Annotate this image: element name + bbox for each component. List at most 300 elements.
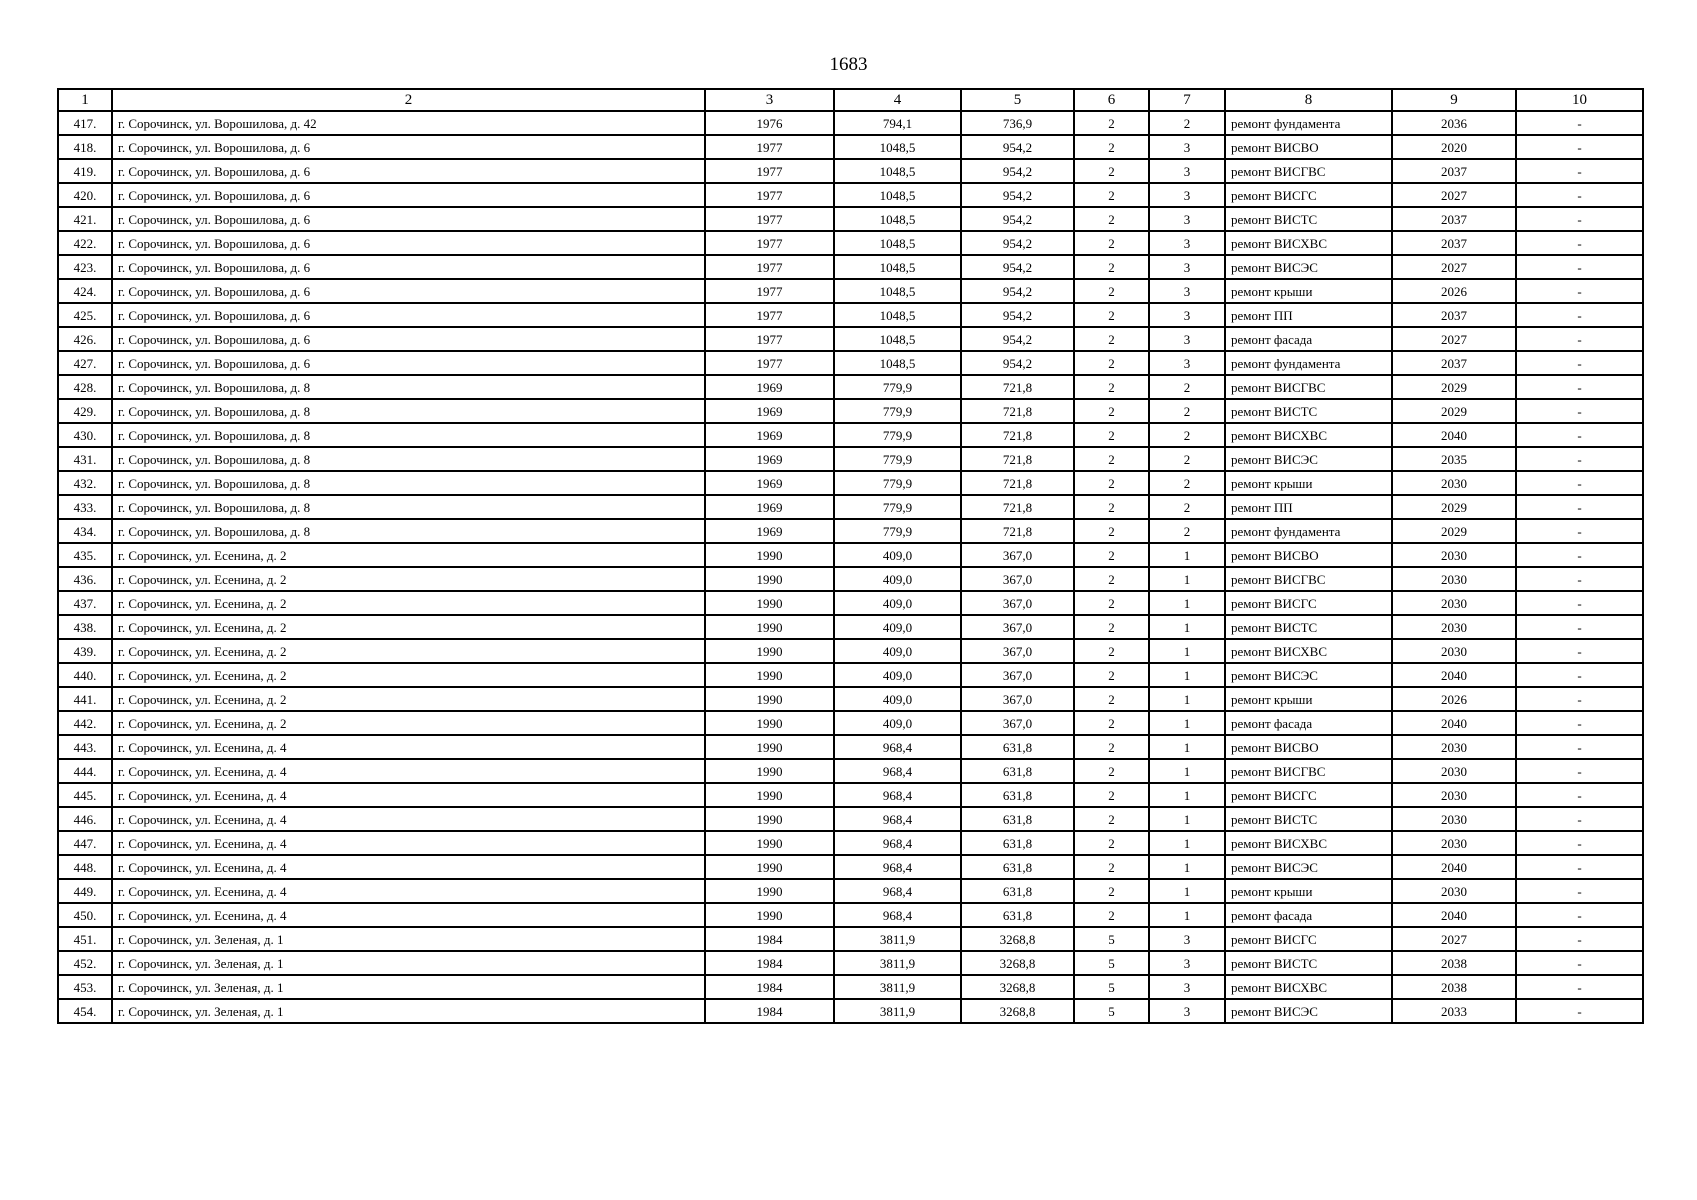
row-number: 446.: [58, 807, 112, 831]
living-area-cell: 631,8: [961, 735, 1074, 759]
column-header: 6: [1074, 89, 1149, 111]
year-cell: 2037: [1392, 159, 1516, 183]
address-cell: г. Сорочинск, ул. Ворошилова, д. 8: [112, 495, 705, 519]
address-cell: г. Сорочинск, ул. Ворошилова, д. 6: [112, 183, 705, 207]
build-year-cell: 1990: [705, 807, 834, 831]
total-area-cell: 1048,5: [834, 135, 961, 159]
year-cell: 2030: [1392, 639, 1516, 663]
note-cell: -: [1516, 279, 1643, 303]
floors-cell: 2: [1074, 543, 1149, 567]
work-type-cell: ремонт ВИСГВС: [1225, 375, 1392, 399]
address-cell: г. Сорочинск, ул. Ворошилова, д. 6: [112, 303, 705, 327]
year-cell: 2030: [1392, 615, 1516, 639]
address-cell: г. Сорочинск, ул. Есенина, д. 2: [112, 639, 705, 663]
work-type-cell: ремонт ВИСГС: [1225, 927, 1392, 951]
address-cell: г. Сорочинск, ул. Есенина, д. 2: [112, 591, 705, 615]
table-row: [58, 615, 1643, 639]
note-cell: -: [1516, 567, 1643, 591]
total-area-cell: 779,9: [834, 399, 961, 423]
floors-cell: 5: [1074, 951, 1149, 975]
total-area-cell: 409,0: [834, 687, 961, 711]
year-cell: 2026: [1392, 687, 1516, 711]
living-area-cell: 954,2: [961, 255, 1074, 279]
total-area-cell: 779,9: [834, 447, 961, 471]
row-number: 445.: [58, 783, 112, 807]
living-area-cell: 367,0: [961, 543, 1074, 567]
table-row: [58, 903, 1643, 927]
column-header: 8: [1225, 89, 1392, 111]
build-year-cell: 1990: [705, 591, 834, 615]
entrances-cell: 2: [1149, 375, 1225, 399]
floors-cell: 2: [1074, 207, 1149, 231]
note-cell: -: [1516, 375, 1643, 399]
year-cell: 2029: [1392, 399, 1516, 423]
total-area-cell: 968,4: [834, 807, 961, 831]
build-year-cell: 1990: [705, 543, 834, 567]
row-number: 448.: [58, 855, 112, 879]
floors-cell: 2: [1074, 903, 1149, 927]
build-year-cell: 1990: [705, 783, 834, 807]
table-body: [58, 111, 1643, 1023]
total-area-cell: 779,9: [834, 519, 961, 543]
row-number: 453.: [58, 975, 112, 999]
row-number: 426.: [58, 327, 112, 351]
table-row: [58, 183, 1643, 207]
floors-cell: 2: [1074, 351, 1149, 375]
year-cell: 2040: [1392, 423, 1516, 447]
living-area-cell: 954,2: [961, 351, 1074, 375]
work-type-cell: ремонт фундамента: [1225, 519, 1392, 543]
floors-cell: 2: [1074, 447, 1149, 471]
column-header: 10: [1516, 89, 1643, 111]
table-row: [58, 351, 1643, 375]
address-cell: г. Сорочинск, ул. Есенина, д. 4: [112, 831, 705, 855]
entrances-cell: 3: [1149, 159, 1225, 183]
work-type-cell: ремонт ВИСТС: [1225, 951, 1392, 975]
floors-cell: 2: [1074, 735, 1149, 759]
build-year-cell: 1990: [705, 615, 834, 639]
note-cell: -: [1516, 639, 1643, 663]
note-cell: -: [1516, 303, 1643, 327]
address-cell: г. Сорочинск, ул. Ворошилова, д. 6: [112, 351, 705, 375]
living-area-cell: 954,2: [961, 231, 1074, 255]
address-cell: г. Сорочинск, ул. Есенина, д. 4: [112, 735, 705, 759]
year-cell: 2038: [1392, 975, 1516, 999]
row-number: 443.: [58, 735, 112, 759]
entrances-cell: 1: [1149, 543, 1225, 567]
year-cell: 2040: [1392, 903, 1516, 927]
floors-cell: 2: [1074, 663, 1149, 687]
note-cell: -: [1516, 543, 1643, 567]
row-number: 435.: [58, 543, 112, 567]
year-cell: 2030: [1392, 591, 1516, 615]
row-number: 450.: [58, 903, 112, 927]
note-cell: -: [1516, 903, 1643, 927]
entrances-cell: 1: [1149, 903, 1225, 927]
entrances-cell: 2: [1149, 471, 1225, 495]
floors-cell: 2: [1074, 783, 1149, 807]
table-row: [58, 303, 1643, 327]
year-cell: 2029: [1392, 519, 1516, 543]
total-area-cell: 1048,5: [834, 159, 961, 183]
table-row: [58, 807, 1643, 831]
row-number: 420.: [58, 183, 112, 207]
build-year-cell: 1977: [705, 303, 834, 327]
entrances-cell: 2: [1149, 447, 1225, 471]
address-cell: г. Сорочинск, ул. Зеленая, д. 1: [112, 975, 705, 999]
work-type-cell: ремонт ВИСЭС: [1225, 663, 1392, 687]
work-type-cell: ремонт ВИСХВС: [1225, 231, 1392, 255]
floors-cell: 2: [1074, 639, 1149, 663]
floors-cell: 2: [1074, 375, 1149, 399]
work-type-cell: ремонт ВИСТС: [1225, 207, 1392, 231]
work-type-cell: ремонт ПП: [1225, 495, 1392, 519]
address-cell: г. Сорочинск, ул. Есенина, д. 4: [112, 855, 705, 879]
living-area-cell: 367,0: [961, 567, 1074, 591]
living-area-cell: 631,8: [961, 783, 1074, 807]
total-area-cell: 3811,9: [834, 927, 961, 951]
work-type-cell: ремонт ВИСТС: [1225, 399, 1392, 423]
entrances-cell: 1: [1149, 855, 1225, 879]
column-header: 1: [58, 89, 112, 111]
address-cell: г. Сорочинск, ул. Есенина, д. 2: [112, 543, 705, 567]
table-row: [58, 735, 1643, 759]
column-header: 2: [112, 89, 705, 111]
entrances-cell: 3: [1149, 303, 1225, 327]
living-area-cell: 3268,8: [961, 927, 1074, 951]
total-area-cell: 3811,9: [834, 999, 961, 1023]
living-area-cell: 3268,8: [961, 975, 1074, 999]
row-number: 424.: [58, 279, 112, 303]
total-area-cell: 779,9: [834, 495, 961, 519]
living-area-cell: 367,0: [961, 663, 1074, 687]
build-year-cell: 1977: [705, 327, 834, 351]
entrances-cell: 3: [1149, 927, 1225, 951]
year-cell: 2030: [1392, 879, 1516, 903]
entrances-cell: 1: [1149, 759, 1225, 783]
table-row: [58, 423, 1643, 447]
living-area-cell: 367,0: [961, 687, 1074, 711]
table-row: [58, 975, 1643, 999]
table-row: [58, 711, 1643, 735]
floors-cell: 2: [1074, 471, 1149, 495]
total-area-cell: 968,4: [834, 735, 961, 759]
row-number: 421.: [58, 207, 112, 231]
living-area-cell: 721,8: [961, 375, 1074, 399]
note-cell: -: [1516, 855, 1643, 879]
page-number: 1683: [829, 54, 868, 75]
year-cell: 2026: [1392, 279, 1516, 303]
address-cell: г. Сорочинск, ул. Ворошилова, д. 6: [112, 159, 705, 183]
note-cell: -: [1516, 615, 1643, 639]
year-cell: 2029: [1392, 375, 1516, 399]
table-row: [58, 591, 1643, 615]
build-year-cell: 1969: [705, 495, 834, 519]
entrances-cell: 3: [1149, 207, 1225, 231]
note-cell: -: [1516, 423, 1643, 447]
year-cell: 2030: [1392, 735, 1516, 759]
entrances-cell: 2: [1149, 495, 1225, 519]
build-year-cell: 1984: [705, 951, 834, 975]
header-row: [58, 89, 1643, 111]
table-row: [58, 327, 1643, 351]
living-area-cell: 954,2: [961, 303, 1074, 327]
total-area-cell: 409,0: [834, 543, 961, 567]
row-number: 438.: [58, 615, 112, 639]
table-row: [58, 639, 1643, 663]
year-cell: 2030: [1392, 471, 1516, 495]
total-area-cell: 968,4: [834, 855, 961, 879]
row-number: 432.: [58, 471, 112, 495]
column-header: 9: [1392, 89, 1516, 111]
note-cell: -: [1516, 327, 1643, 351]
floors-cell: 2: [1074, 255, 1149, 279]
work-type-cell: ремонт фундамента: [1225, 111, 1392, 135]
work-type-cell: ремонт крыши: [1225, 687, 1392, 711]
address-cell: г. Сорочинск, ул. Ворошилова, д. 6: [112, 207, 705, 231]
floors-cell: 5: [1074, 927, 1149, 951]
build-year-cell: 1969: [705, 447, 834, 471]
total-area-cell: 779,9: [834, 471, 961, 495]
floors-cell: 2: [1074, 591, 1149, 615]
table-row: [58, 759, 1643, 783]
living-area-cell: 954,2: [961, 183, 1074, 207]
table-row: [58, 687, 1643, 711]
floors-cell: 2: [1074, 879, 1149, 903]
work-type-cell: ремонт ВИСГС: [1225, 783, 1392, 807]
living-area-cell: 367,0: [961, 639, 1074, 663]
entrances-cell: 2: [1149, 519, 1225, 543]
floors-cell: 2: [1074, 567, 1149, 591]
row-number: 419.: [58, 159, 112, 183]
row-number: 444.: [58, 759, 112, 783]
work-type-cell: ремонт ВИСЭС: [1225, 447, 1392, 471]
entrances-cell: 3: [1149, 975, 1225, 999]
floors-cell: 2: [1074, 855, 1149, 879]
row-number: 441.: [58, 687, 112, 711]
living-area-cell: 367,0: [961, 591, 1074, 615]
work-type-cell: ремонт ВИСХВС: [1225, 423, 1392, 447]
floors-cell: 2: [1074, 519, 1149, 543]
total-area-cell: 779,9: [834, 375, 961, 399]
work-type-cell: ремонт ВИСТС: [1225, 615, 1392, 639]
row-number: 433.: [58, 495, 112, 519]
work-type-cell: ремонт крыши: [1225, 471, 1392, 495]
build-year-cell: 1977: [705, 231, 834, 255]
living-area-cell: 631,8: [961, 879, 1074, 903]
work-type-cell: ремонт фасада: [1225, 903, 1392, 927]
build-year-cell: 1990: [705, 663, 834, 687]
work-type-cell: ремонт ВИСЭС: [1225, 999, 1392, 1023]
table-row: [58, 159, 1643, 183]
note-cell: -: [1516, 207, 1643, 231]
entrances-cell: 3: [1149, 999, 1225, 1023]
address-cell: г. Сорочинск, ул. Есенина, д. 2: [112, 663, 705, 687]
year-cell: 2030: [1392, 783, 1516, 807]
build-year-cell: 1990: [705, 759, 834, 783]
entrances-cell: 1: [1149, 687, 1225, 711]
floors-cell: 2: [1074, 615, 1149, 639]
build-year-cell: 1990: [705, 879, 834, 903]
table-row: [58, 135, 1643, 159]
row-number: 417.: [58, 111, 112, 135]
year-cell: 2029: [1392, 495, 1516, 519]
total-area-cell: 968,4: [834, 831, 961, 855]
build-year-cell: 1990: [705, 903, 834, 927]
build-year-cell: 1990: [705, 735, 834, 759]
work-type-cell: ремонт фасада: [1225, 327, 1392, 351]
entrances-cell: 3: [1149, 327, 1225, 351]
year-cell: 2040: [1392, 711, 1516, 735]
floors-cell: 2: [1074, 495, 1149, 519]
entrances-cell: 3: [1149, 255, 1225, 279]
build-year-cell: 1990: [705, 567, 834, 591]
total-area-cell: 968,4: [834, 783, 961, 807]
floors-cell: 2: [1074, 279, 1149, 303]
note-cell: -: [1516, 999, 1643, 1023]
build-year-cell: 1977: [705, 207, 834, 231]
year-cell: 2037: [1392, 231, 1516, 255]
address-cell: г. Сорочинск, ул. Есенина, д. 4: [112, 807, 705, 831]
column-header: 3: [705, 89, 834, 111]
table-row: [58, 255, 1643, 279]
total-area-cell: 409,0: [834, 663, 961, 687]
note-cell: -: [1516, 711, 1643, 735]
address-cell: г. Сорочинск, ул. Ворошилова, д. 8: [112, 471, 705, 495]
work-type-cell: ремонт ВИСХВС: [1225, 975, 1392, 999]
living-area-cell: 631,8: [961, 759, 1074, 783]
row-number: 436.: [58, 567, 112, 591]
year-cell: 2030: [1392, 543, 1516, 567]
note-cell: -: [1516, 231, 1643, 255]
address-cell: г. Сорочинск, ул. Есенина, д. 2: [112, 687, 705, 711]
entrances-cell: 1: [1149, 567, 1225, 591]
living-area-cell: 631,8: [961, 903, 1074, 927]
living-area-cell: 3268,8: [961, 999, 1074, 1023]
row-number: 452.: [58, 951, 112, 975]
entrances-cell: 1: [1149, 831, 1225, 855]
living-area-cell: 954,2: [961, 327, 1074, 351]
work-type-cell: ремонт ВИСХВС: [1225, 639, 1392, 663]
year-cell: 2033: [1392, 999, 1516, 1023]
table-row: [58, 519, 1643, 543]
work-type-cell: ремонт ВИСВО: [1225, 543, 1392, 567]
total-area-cell: 409,0: [834, 591, 961, 615]
year-cell: 2037: [1392, 207, 1516, 231]
note-cell: -: [1516, 759, 1643, 783]
row-number: 427.: [58, 351, 112, 375]
total-area-cell: 1048,5: [834, 231, 961, 255]
work-type-cell: ремонт ВИСВО: [1225, 735, 1392, 759]
row-number: 428.: [58, 375, 112, 399]
work-type-cell: ремонт ВИСТС: [1225, 807, 1392, 831]
entrances-cell: 1: [1149, 591, 1225, 615]
address-cell: г. Сорочинск, ул. Есенина, д. 4: [112, 879, 705, 903]
note-cell: -: [1516, 351, 1643, 375]
table-row: [58, 279, 1643, 303]
row-number: 449.: [58, 879, 112, 903]
note-cell: -: [1516, 135, 1643, 159]
total-area-cell: 3811,9: [834, 975, 961, 999]
build-year-cell: 1984: [705, 999, 834, 1023]
build-year-cell: 1969: [705, 423, 834, 447]
repair-register-table: [57, 88, 1644, 1024]
work-type-cell: ремонт фасада: [1225, 711, 1392, 735]
note-cell: -: [1516, 735, 1643, 759]
floors-cell: 5: [1074, 975, 1149, 999]
entrances-cell: 3: [1149, 183, 1225, 207]
row-number: 418.: [58, 135, 112, 159]
build-year-cell: 1990: [705, 855, 834, 879]
address-cell: г. Сорочинск, ул. Ворошилова, д. 8: [112, 447, 705, 471]
floors-cell: 2: [1074, 759, 1149, 783]
table-row: [58, 855, 1643, 879]
row-number: 422.: [58, 231, 112, 255]
note-cell: -: [1516, 159, 1643, 183]
entrances-cell: 2: [1149, 111, 1225, 135]
work-type-cell: ремонт крыши: [1225, 879, 1392, 903]
work-type-cell: ремонт крыши: [1225, 279, 1392, 303]
living-area-cell: 721,8: [961, 423, 1074, 447]
entrances-cell: 1: [1149, 711, 1225, 735]
address-cell: г. Сорочинск, ул. Есенина, д. 2: [112, 567, 705, 591]
address-cell: г. Сорочинск, ул. Ворошилова, д. 6: [112, 327, 705, 351]
build-year-cell: 1977: [705, 159, 834, 183]
work-type-cell: ремонт фундамента: [1225, 351, 1392, 375]
total-area-cell: 1048,5: [834, 279, 961, 303]
row-number: 429.: [58, 399, 112, 423]
work-type-cell: ремонт ВИСХВС: [1225, 831, 1392, 855]
note-cell: -: [1516, 783, 1643, 807]
work-type-cell: ремонт ВИСВО: [1225, 135, 1392, 159]
floors-cell: 2: [1074, 183, 1149, 207]
note-cell: -: [1516, 447, 1643, 471]
work-type-cell: ремонт ВИСГС: [1225, 183, 1392, 207]
entrances-cell: 2: [1149, 423, 1225, 447]
work-type-cell: ремонт ВИСГВС: [1225, 159, 1392, 183]
build-year-cell: 1969: [705, 375, 834, 399]
year-cell: 2027: [1392, 183, 1516, 207]
address-cell: г. Сорочинск, ул. Ворошилова, д. 8: [112, 519, 705, 543]
address-cell: г. Сорочинск, ул. Зеленая, д. 1: [112, 999, 705, 1023]
entrances-cell: 1: [1149, 639, 1225, 663]
build-year-cell: 1990: [705, 831, 834, 855]
column-header: 5: [961, 89, 1074, 111]
total-area-cell: 1048,5: [834, 255, 961, 279]
year-cell: 2027: [1392, 255, 1516, 279]
entrances-cell: 1: [1149, 663, 1225, 687]
build-year-cell: 1984: [705, 927, 834, 951]
living-area-cell: 367,0: [961, 615, 1074, 639]
note-cell: -: [1516, 111, 1643, 135]
living-area-cell: 721,8: [961, 447, 1074, 471]
floors-cell: 2: [1074, 231, 1149, 255]
living-area-cell: 721,8: [961, 399, 1074, 423]
note-cell: -: [1516, 663, 1643, 687]
table-row: [58, 471, 1643, 495]
address-cell: г. Сорочинск, ул. Зеленая, д. 1: [112, 951, 705, 975]
address-cell: г. Сорочинск, ул. Ворошилова, д. 6: [112, 135, 705, 159]
living-area-cell: 3268,8: [961, 951, 1074, 975]
entrances-cell: 3: [1149, 351, 1225, 375]
entrances-cell: 2: [1149, 399, 1225, 423]
table-row: [58, 951, 1643, 975]
living-area-cell: 954,2: [961, 159, 1074, 183]
living-area-cell: 954,2: [961, 207, 1074, 231]
entrances-cell: 3: [1149, 279, 1225, 303]
work-type-cell: ремонт ВИСГВС: [1225, 567, 1392, 591]
build-year-cell: 1969: [705, 399, 834, 423]
